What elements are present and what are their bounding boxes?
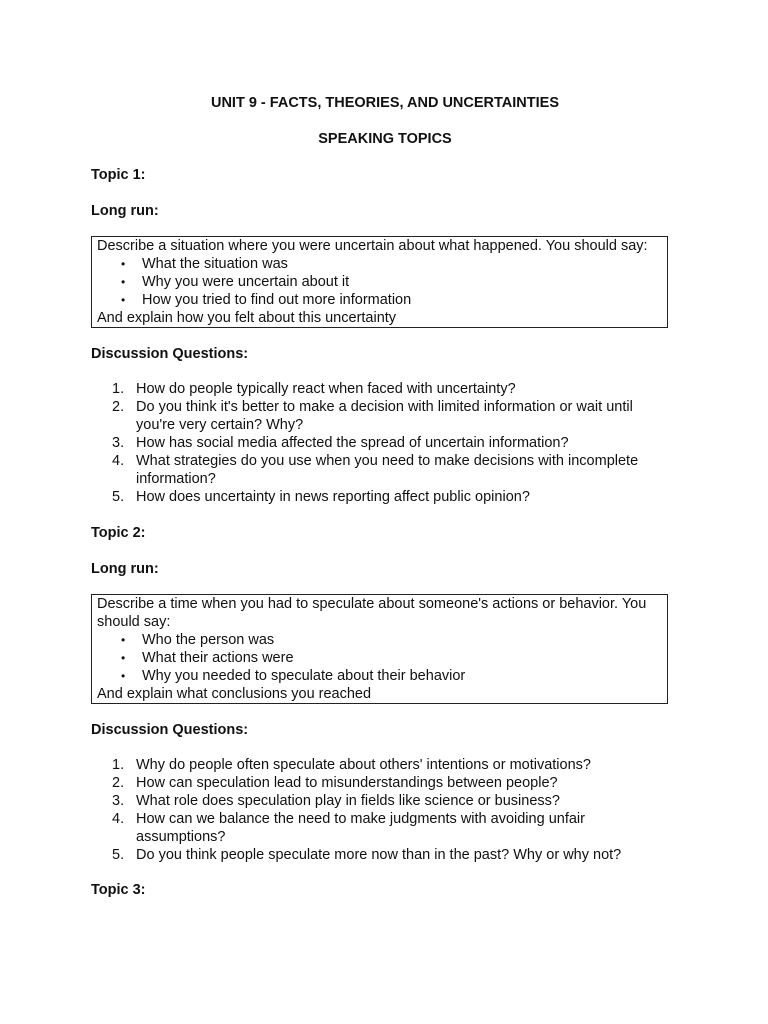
- bullet-item: • How you tried to find out more information: [97, 291, 664, 309]
- topic-1-box-intro: Describe a situation where you were uncertain about what happened. You should say:: [97, 238, 648, 254]
- topic-2-long-run-box: [91, 594, 668, 704]
- question-item: 4. What strategies do you use when you need to make decisions with incomplete information?: [112, 453, 639, 487]
- question-item: 4. How can we balance the need to make judgments with avoiding unfair assumptions?: [112, 811, 585, 845]
- topic-1-box-closing: And explain how you felt about this uncertainty: [97, 310, 397, 326]
- topic-1-long-run-label: Long run:: [91, 203, 159, 219]
- topic-1-long-run-box: [91, 236, 668, 328]
- topic-2-heading: Topic 2:: [91, 525, 146, 541]
- topic-2-box-intro: Describe a time when you had to speculate about someone's actions or behavior. You should say:: [97, 596, 647, 630]
- document-title: UNIT 9 - FACTS, THEORIES, AND UNCERTAINTIES: [210, 95, 559, 111]
- question-item: 1. How do people typically react when faced with uncertainty?: [112, 381, 516, 397]
- question-item: 3. How has social media affected the spread of uncertain information?: [112, 435, 569, 451]
- bullet-item: • What the situation was: [97, 255, 664, 273]
- topic-2-long-run-label: Long run:: [91, 561, 159, 577]
- topic-2-discussion-label: Discussion Questions:: [91, 722, 249, 738]
- document-subtitle: SPEAKING TOPICS: [318, 131, 452, 147]
- topic-1-discussion-label: Discussion Questions:: [91, 346, 249, 362]
- topic-3-heading: Topic 3:: [91, 882, 146, 898]
- topic-1-bullet-list: [97, 255, 664, 309]
- question-item: 5. How does uncertainty in news reporting affect public opinion?: [112, 489, 530, 505]
- bullet-item: • What their actions were: [97, 649, 664, 667]
- topic-1-question-list: [91, 380, 671, 506]
- topic-2-box-closing: And explain what conclusions you reached: [97, 686, 372, 702]
- question-item: 2. How can speculation lead to misunderstandings between people?: [112, 775, 558, 791]
- question-item: 3. What role does speculation play in fields like science or business?: [112, 793, 560, 809]
- question-item: 2. Do you think it's better to make a decision with limited information or wait until you're very certain? Why?: [112, 399, 633, 433]
- topic-2-question-list: [91, 756, 671, 864]
- bullet-item: • Why you were uncertain about it: [97, 273, 664, 291]
- question-item: 5. Do you think people speculate more now than in the past? Why or why not?: [112, 847, 622, 863]
- bullet-item: • Who the person was: [97, 631, 664, 649]
- topic-2-bullet-list: [97, 631, 664, 685]
- question-item: 1. Why do people often speculate about others' intentions or motivations?: [112, 757, 591, 773]
- bullet-item: • Why you needed to speculate about their behavior: [97, 667, 664, 685]
- topic-1-heading: Topic 1:: [91, 167, 146, 183]
